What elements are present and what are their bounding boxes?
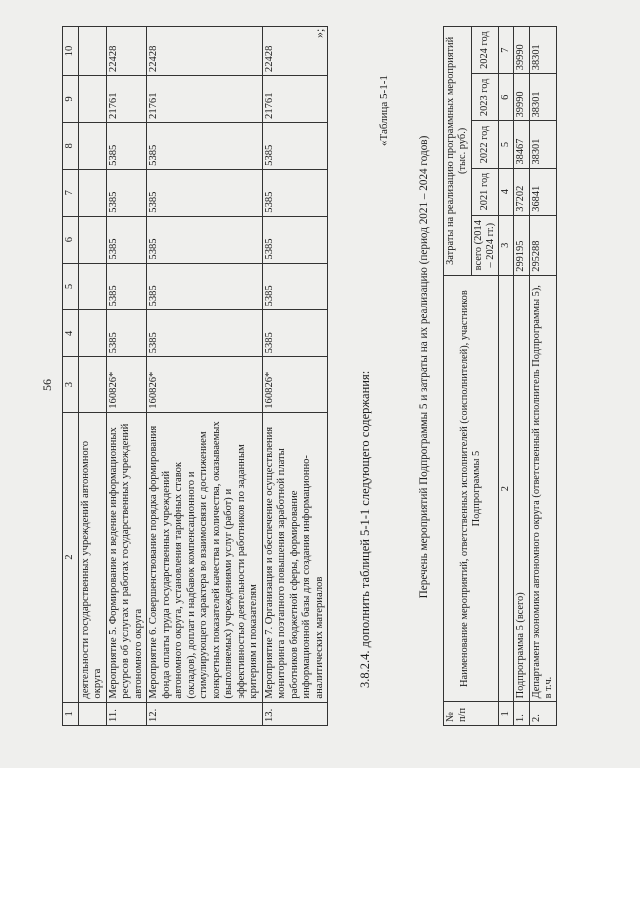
table-row [262,27,328,726]
index-cell: 4 [499,168,514,215]
cell-value: 5385 [262,216,328,263]
header-year: 2024 год [471,27,499,74]
cell-value: 5385 [262,122,328,169]
cell-value: 22428 [147,27,263,76]
row-number: 2. [529,702,557,726]
cell-value: 36841 [529,168,557,215]
table1-header-cell: 3 [63,357,79,412]
index-cell: 6 [499,74,514,121]
row-number: 13. [262,702,328,725]
table-reference: «Таблица 5-1-1 [378,75,390,146]
cell-value: 5385 [147,169,263,216]
index-cell: 3 [499,215,514,275]
row-number: 11. [106,702,147,725]
cell-value: 22428 [106,27,147,76]
table-caption: Перечень мероприятий Подпрограммы 5 и затраты на их реализацию (период 2021 – 2024 годов) [418,135,430,599]
table1-header-cell: 2 [63,412,79,702]
table1-header-cell: 8 [63,122,79,169]
row-text: Мероприятие 5. Формирование и ведение информационных ресурсов об услугах и работах государственных учреждений автономного округа [106,412,147,702]
table2-header-row [444,27,472,726]
cell-value: 5385 [262,169,328,216]
cell-value: 5385 [147,122,263,169]
index-cell: 5 [499,121,514,168]
cell-value: 299195 [514,215,529,275]
table1-header-cell: 4 [63,310,79,357]
header-num: № п/п [444,702,499,726]
row-number: 12. [147,702,263,725]
table2-index-row [499,27,514,726]
table1-header-cell: 10 [63,27,79,76]
cell-value: 160826* [147,357,263,412]
cell-value: 5385 [262,263,328,310]
cell-value: 37202 [514,168,529,215]
measures-table-continued [62,26,328,726]
table-row [147,27,263,726]
header-total: всего (2014 – 2024 гг.) [471,215,499,275]
cell-value: 38467 [514,121,529,168]
row-number: 1. [514,702,529,726]
cell-value: 5385 [147,216,263,263]
cell-value: 5385 [106,216,147,263]
index-cell: 7 [499,27,514,74]
cell-value: 160826* [262,357,328,412]
table-row [514,27,529,726]
cell-value: 5385 [147,310,263,357]
closing-quote-mark: »; [312,28,326,38]
header-year: 2021 год [471,168,499,215]
table1-header-cell: 1 [63,702,79,725]
table1-header-row [63,27,79,726]
section-paragraph: 3.8.2.4. дополнить таблицей 5-1-1 следующего содержания: [358,370,372,688]
table-row [106,27,147,726]
cell-value: 39990 [514,74,529,121]
cell-value: 5385 [262,310,328,357]
subprogram-costs-table [443,26,557,726]
index-cell: 2 [499,275,514,702]
table-row [529,27,557,726]
cell-value: 38301 [529,74,557,121]
header-costs: Затраты на реализацию программных мероприятий (тыс. руб.) [444,27,472,276]
page-number: 56 [40,379,54,391]
row-text: Департамент экономики автономного округа (ответственный исполнитель Подпрограммы 5), в т.ч. [529,275,557,702]
header-year: 2022 год [471,121,499,168]
cell-value: 22428 [262,27,328,76]
cell-value: 5385 [106,310,147,357]
row-text: Мероприятие 6. Совершенствование порядка формирования фонда оплаты труда государственных учреждений автономного округа, установления тарифных ставок (окладов), доплат и надбавок компенсационного и стимулирующего характера во взаимосвязи с достижением конкретных показателей качества и количества, оказываемых (выполняемых) учреждениями услуг (работ) и эффективностью деятельности работников по заданным критериям и показателям [147,412,263,702]
table1-header-cell: 5 [63,263,79,310]
header-year: 2023 год [471,74,499,121]
cell-value: 21761 [262,76,328,123]
cell-value: 38301 [529,27,557,74]
cell-value: 295288 [529,215,557,275]
cell-value: 5385 [147,263,263,310]
cell-value: 5385 [106,122,147,169]
cell-value: 21761 [147,76,263,123]
table1-header-cell: 7 [63,169,79,216]
table1-fragment-row [78,27,106,726]
cell-value: 160826* [106,357,147,412]
row-text: Подпрограмма 5 (всего) [514,275,529,702]
table1-header-cell: 6 [63,216,79,263]
cell-value: 5385 [106,263,147,310]
cell-value: 39990 [514,27,529,74]
cell-value: 5385 [106,169,147,216]
table1-fragment-text: деятельности государственных учреждений автономного округа [78,412,106,702]
row-text: Мероприятие 7. Организация и обеспечение осуществления мониторинга поэтапного повышения заработной платы работников бюджетной сферы, формирование информационной базы для создания информационно-аналитических материалов [262,412,328,702]
cell-value: 21761 [106,76,147,123]
index-cell: 1 [499,702,514,726]
header-name: Наименование мероприятий, ответственных исполнителей (соисполнителей), участников Подпрограммы 5 [444,275,499,702]
table1-header-cell: 9 [63,76,79,123]
rotated-content [40,16,610,726]
cell-value: 38301 [529,121,557,168]
